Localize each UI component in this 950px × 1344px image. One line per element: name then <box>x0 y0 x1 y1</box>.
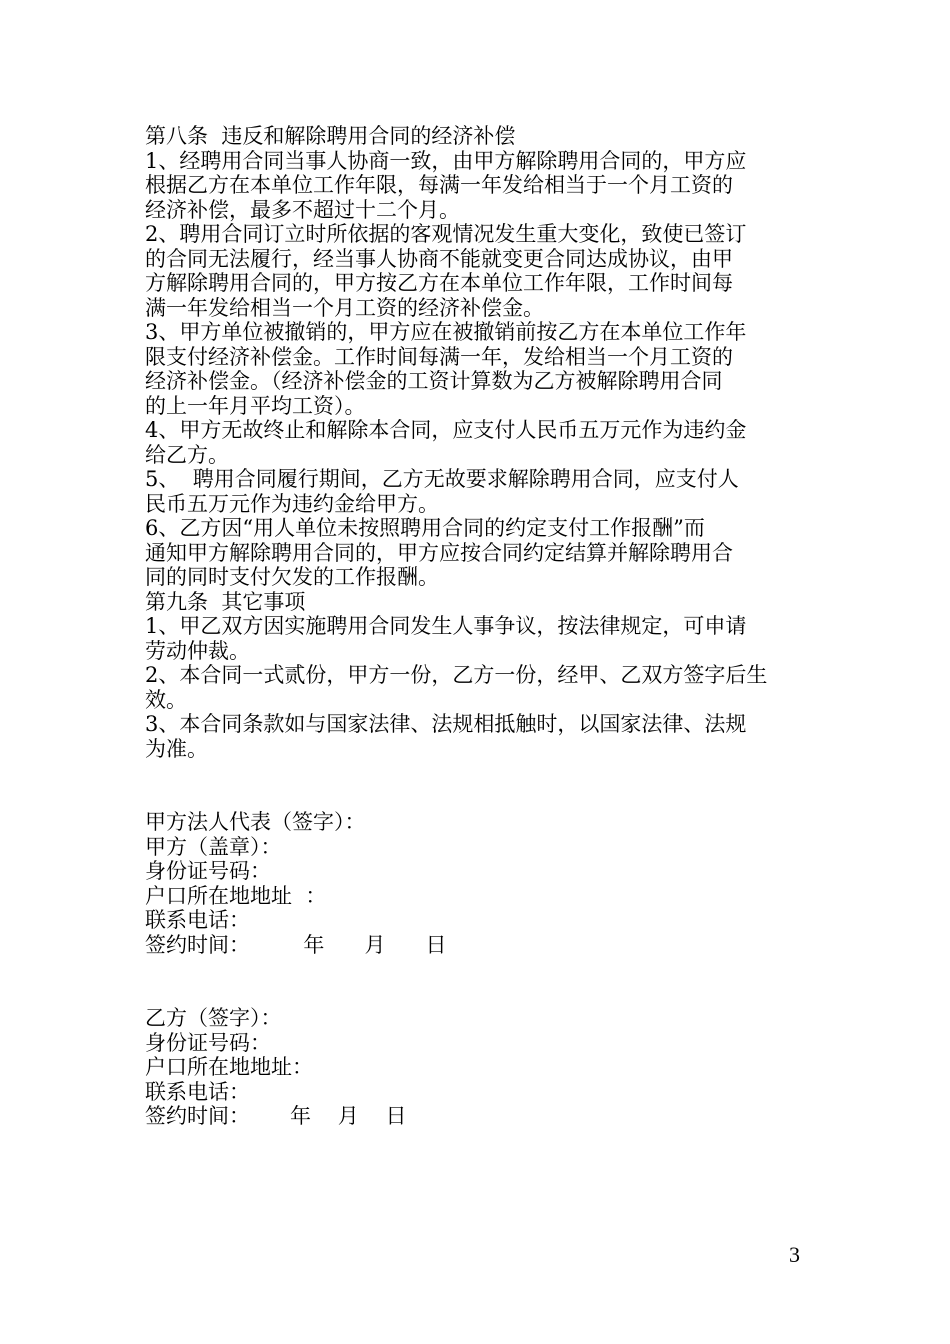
party-b-id-number: 身份证号码： <box>145 1030 271 1055</box>
party-a-address: 户口所在地地址 ： <box>145 883 327 908</box>
text-line: 限支付经济补偿金。工作时间每满一年，发给相当一个月工资的 <box>145 344 733 369</box>
article-8-item-3 <box>145 320 809 418</box>
text-line: 3、甲方单位被撤销的，甲方应在被撤销前按乙方在本单位工作年 <box>145 320 747 344</box>
article-8-item-6 <box>145 516 809 590</box>
text-line: 的上一年月平均工资）。 <box>145 393 366 418</box>
article-9-item-3 <box>145 712 809 761</box>
article-8-item-2 <box>145 222 809 320</box>
party-b-signature-block <box>145 1006 809 1129</box>
party-a-sign-date: 签约时间： 年 月 日 <box>145 932 447 957</box>
party-a-seal: 甲方（盖章）： <box>145 834 282 859</box>
party-a-representative: 甲方法人代表（签字）： <box>145 810 366 834</box>
text-line: 方解除聘用合同的，甲方按乙方在本单位工作年限，工作时间每 <box>145 271 733 295</box>
text-line: 2、本合同一式贰份，甲方一份，乙方一份，经甲、乙双方签字后生 <box>145 663 768 687</box>
article-8-item-5 <box>145 467 809 516</box>
spacer <box>145 957 809 1006</box>
page-number: 3 <box>789 1242 800 1267</box>
party-a-id-number: 身份证号码： <box>145 859 271 883</box>
article-9-heading: 第九条 其它事项 <box>145 589 306 614</box>
text-line: 满一年发给相当一个月工资的经济补偿金。 <box>145 295 544 320</box>
text-line: 给乙方。 <box>145 442 229 467</box>
spacer <box>145 761 809 810</box>
text-line: 效。 <box>145 687 187 712</box>
party-b-phone: 联系电话： <box>145 1079 250 1104</box>
article-8-item-1 <box>145 149 809 223</box>
text-line: 劳动仲裁。 <box>145 638 250 663</box>
text-line: 为准。 <box>145 736 208 761</box>
party-b-signature: 乙方（签字）： <box>145 1006 282 1030</box>
article-9-item-1 <box>145 614 809 663</box>
text-line: 1、甲乙双方因实施聘用合同发生人事争议，按法律规定，可申请 <box>145 614 747 638</box>
text-line: 通知甲方解除聘用合同的，甲方应按合同约定结算并解除聘用合 <box>145 540 733 565</box>
text-line: 6、乙方因“用人单位未按照聘用合同的约定支付工作报酬”而 <box>145 516 705 540</box>
party-b-address: 户口所在地地址： <box>145 1055 313 1079</box>
text-line: 3、本合同条款如与国家法律、法规相抵触时，以国家法律、法规 <box>145 712 747 736</box>
article-8-item-4 <box>145 418 809 467</box>
text-line: 5、 聘用合同履行期间，乙方无故要求解除聘用合同，应支付人 <box>145 467 739 491</box>
article-8-heading: 第八条 违反和解除聘用合同的经济补偿 <box>145 124 516 148</box>
text-line: 经济补偿，最多不超过十二个月。 <box>145 197 460 222</box>
article-9-item-2 <box>145 663 809 712</box>
text-line: 2、聘用合同订立时所依据的客观情况发生重大变化，致使已签订 <box>145 222 747 246</box>
text-line: 的合同无法履行，经当事人协商不能就变更合同达成协议，由甲 <box>145 246 733 271</box>
text-line: 4、甲方无故终止和解除本合同，应支付人民币五万元作为违约金 <box>145 418 747 442</box>
text-line: 同的同时支付欠发的工作报酬。 <box>145 565 439 589</box>
text-line: 民币五万元作为违约金给甲方。 <box>145 491 439 516</box>
party-b-sign-date: 签约时间： 年 月 日 <box>145 1104 407 1128</box>
party-a-phone: 联系电话： <box>145 908 250 932</box>
party-a-signature-block <box>145 810 809 957</box>
text-line: 1、经聘用合同当事人协商一致，由甲方解除聘用合同的，甲方应 <box>145 148 747 173</box>
text-line: 经济补偿金。（经济补偿金的工资计算数为乙方被解除聘用合同 <box>145 369 723 393</box>
document-body <box>145 124 809 1129</box>
text-line: 根据乙方在本单位工作年限，每满一年发给相当于一个月工资的 <box>145 173 733 197</box>
